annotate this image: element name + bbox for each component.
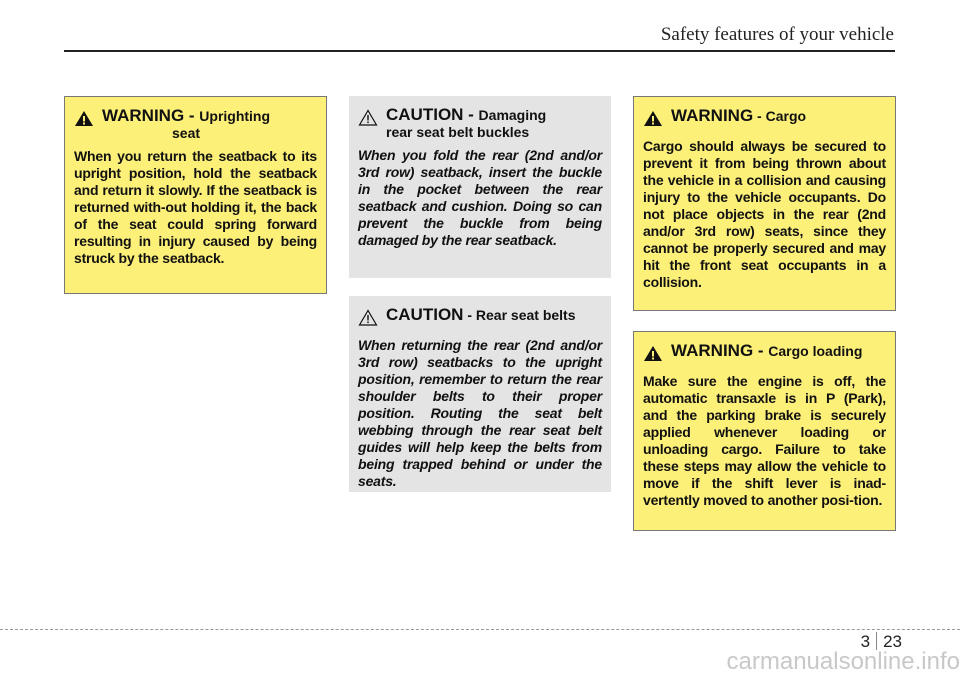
box-subtitle: Damaging [478, 107, 547, 123]
footer-dashed-rule [0, 629, 960, 630]
box-heading [358, 306, 602, 331]
box-label: CAUTION [386, 305, 464, 324]
warning-box-cargo-loading [633, 331, 896, 531]
box-body: Cargo should always be secured to prevent it from being thrown about the vehicle in a collision and causing injury to the vehicle occupants. Do not place objects in the rear (2nd and/or 3rd row) seats, since they cannot be properly secured and may hit the front seat occupants in a collision. [643, 138, 886, 290]
box-label: CAUTION - [386, 105, 479, 124]
box-label: WARNING - [671, 341, 769, 360]
header-rule [64, 50, 895, 52]
caution-triangle-icon [358, 109, 378, 131]
warning-triangle-icon [643, 110, 663, 132]
box-subtitle-line2: rear seat belt buckles [386, 124, 530, 140]
box-heading [643, 342, 886, 367]
box-subtitle-line2: seat [172, 125, 201, 141]
box-body: When returning the rear (2nd and/or 3rd row) seatbacks to the upright position, remember to return the rear shoulder belts to their proper position. Routing the seat belt webbing through the rear seat belt guides will help keep the belts from being trapped behind or under the seats. [358, 337, 602, 489]
warning-box-upright-seat [64, 96, 327, 294]
box-heading [643, 107, 886, 132]
header-title: Safety features of your vehicle [660, 24, 894, 45]
warning-triangle-icon [74, 110, 94, 132]
box-body: Make sure the engine is off, the automatic transaxle is in P (Park), and the parking brake is securely applied whenever loading or unloading cargo. Failure to take these steps may allow the vehicle to move if the shift lever is inad-vertently moved to another posi-tion. [643, 373, 886, 508]
section-number: 3 [860, 632, 871, 651]
caution-box-buckles [349, 96, 611, 278]
watermark: carmanualsonline.info [726, 648, 960, 675]
warning-box-cargo [633, 96, 896, 311]
box-heading [358, 106, 602, 141]
caution-box-rear-seat-belts [349, 296, 611, 492]
box-body: When you fold the rear (2nd and/or 3rd row) seatback, insert the buckle in the pocket between the rear seatback and cushion. Doing so can prevent the buckle from being damaged by the rear seatback. [358, 147, 602, 248]
box-label: WARNING [671, 106, 754, 125]
box-subtitle: Uprighting [199, 108, 271, 124]
box-subtitle: - Rear seat belts [463, 307, 576, 323]
page-number-value: 23 [883, 632, 902, 651]
box-label: WARNING - [102, 106, 200, 125]
box-subtitle: - Cargo [753, 108, 807, 124]
box-subtitle: Cargo loading [768, 343, 863, 359]
warning-triangle-icon [643, 345, 663, 367]
caution-triangle-icon [358, 309, 378, 331]
box-body: When you return the seatback to its upright position, hold the seatback and return it slowly. If the seatback is returned with-out holding it, the back of the seat could spring forward resulting in injury caused by being struck by the seatback. [74, 148, 317, 266]
box-heading [74, 107, 317, 142]
